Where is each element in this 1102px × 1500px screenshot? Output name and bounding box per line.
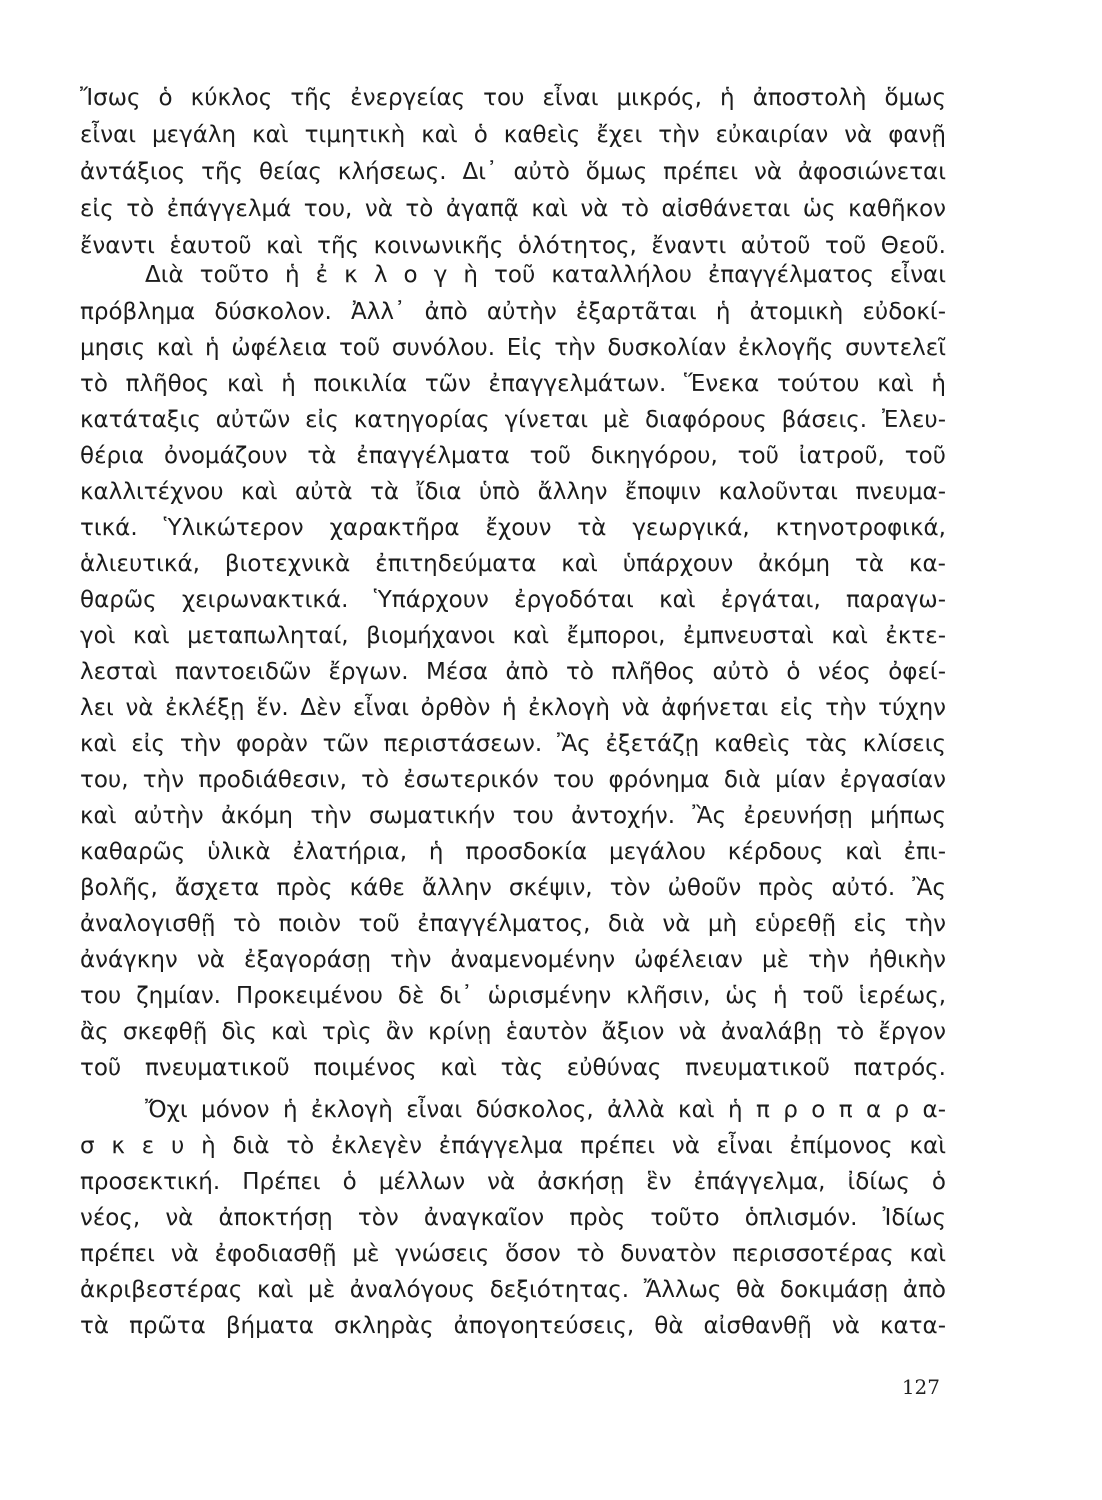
text-line: Διὰ τοῦτο ἡ ἐ κ λ ο γ ὴ τοῦ καταλλήλου ἐπαγγέλματος εἶναι [145,262,946,288]
text-line: Ἴσως ὁ κύκλος τῆς ἐνεργείας του εἶναι μικρός, ἡ ἀποστολὴ ὅμως [80,85,946,111]
text-line: του ζημίαν. Προκειμένου δὲ δι᾽ ὡρισμένην κλῆσιν, ὡς ἡ τοῦ ἱερέως, [80,983,946,1009]
text-line: ἁλιευτικά, βιοτεχνικὰ ἐπιτηδεύματα καὶ ὑπάρχουν ἀκόμη τὰ κα- [80,551,946,577]
text-line: λεσταὶ παντοειδῶν ἔργων. Μέσα ἀπὸ τὸ πλῆθος αὐτὸ ὁ νέος ὀφεί- [80,659,946,685]
text-line: νέος, νὰ ἀποκτήσῃ τὸν ἀναγκαῖον πρὸς τοῦτο ὁπλισμόν. Ἰδίως [80,1205,946,1231]
text-line: ἀναλογισθῇ τὸ ποιὸν τοῦ ἐπαγγέλματος, διὰ νὰ μὴ εὑρεθῇ εἰς τὴν [80,911,946,937]
text-line: καὶ εἰς τὴν φορὰν τῶν περιστάσεων. Ἂς ἐξετάζῃ καθεὶς τὰς κλίσεις [80,731,946,757]
text-line: πρέπει νὰ ἐφοδιασθῇ μὲ γνώσεις ὅσον τὸ δυνατὸν περισσοτέρας καὶ [80,1241,946,1267]
text-line: ἔναντι ἑαυτοῦ καὶ τῆς κοινωνικῆς ὁλότητος, ἔναντι αὐτοῦ τοῦ Θεοῦ. [80,233,946,259]
text-line: ἂς σκεφθῇ δὶς καὶ τρὶς ἂν κρίνῃ ἑαυτὸν ἄξιον νὰ ἀναλάβῃ τὸ ἔργον [80,1019,946,1045]
page-number: 127 [901,1375,940,1399]
text-line: ἀνάγκην νὰ ἐξαγοράσῃ τὴν ἀναμενομένην ὠφέλειαν μὲ τὴν ἠθικὴν [80,947,946,973]
text-line: καλλιτέχνου καὶ αὐτὰ τὰ ἴδια ὑπὸ ἄλλην ἔποψιν καλοῦνται πνευμα- [80,479,946,505]
text-line: γοὶ καὶ μεταπωληταί, βιομήχανοι καὶ ἔμποροι, ἐμπνευσταὶ καὶ ἐκτε- [80,623,946,649]
text-line: κατάταξις αὐτῶν εἰς κατηγορίας γίνεται μὲ διαφόρους βάσεις. Ἐλευ- [80,407,946,433]
text-line: μησις καὶ ἡ ὠφέλεια τοῦ συνόλου. Εἰς τὴν δυσκολίαν ἐκλογῆς συντελεῖ [80,335,946,361]
text-line: θαρῶς χειρωνακτικά. Ὑπάρχουν ἐργοδόται καὶ ἐργάται, παραγω- [80,587,946,613]
text-line: βολῆς, ἄσχετα πρὸς κάθε ἄλλην σκέψιν, τὸν ὠθοῦν πρὸς αὐτό. Ἂς [80,875,946,901]
text-line: Ὄχι μόνον ἡ ἐκλογὴ εἶναι δύσκολος, ἀλλὰ καὶ ἡ π ρ ο π α ρ α- [145,1097,946,1123]
text-line: τικά. Ὑλικώτερον χαρακτῆρα ἔχουν τὰ γεωργικά, κτηνοτροφικά, [80,515,946,541]
text-line: σ κ ε υ ὴ διὰ τὸ ἐκλεγὲν ἐπάγγελμα πρέπει νὰ εἶναι ἐπίμονος καὶ [80,1133,946,1159]
text-line: ἀκριβεστέρας καὶ μὲ ἀναλόγους δεξιότητας. Ἄλλως θὰ δοκιμάσῃ ἀπὸ [80,1277,946,1303]
text-line: ἀντάξιος τῆς θείας κλήσεως. Δι᾽ αὐτὸ ὅμως πρέπει νὰ ἀφοσιώνεται [80,159,946,185]
text-line: λει νὰ ἐκλέξῃ ἕν. Δὲν εἶναι ὀρθὸν ἡ ἐκλογὴ νὰ ἀφήνεται εἰς τὴν τύχην [80,695,946,721]
text-line: του, τὴν προδιάθεσιν, τὸ ἐσωτερικόν του φρόνημα διὰ μίαν ἐργασίαν [80,767,946,793]
text-line: τοῦ πνευματικοῦ ποιμένος καὶ τὰς εὐθύνας πνευματικοῦ πατρός. [80,1055,946,1081]
text-line: εἶναι μεγάλη καὶ τιμητικὴ καὶ ὁ καθεὶς ἔχει τὴν εὐκαιρίαν νὰ φανῇ [80,122,946,148]
text-line: εἰς τὸ ἐπάγγελμά του, νὰ τὸ ἀγαπᾷ καὶ νὰ τὸ αἰσθάνεται ὡς καθῆκον [80,196,946,222]
text-line: προσεκτική. Πρέπει ὁ μέλλων νὰ ἀσκήσῃ ἓν ἐπάγγελμα, ἰδίως ὁ [80,1169,946,1195]
text-line: καὶ αὐτὴν ἀκόμη τὴν σωματικήν του ἀντοχήν. Ἂς ἐρευνήσῃ μήπως [80,803,946,829]
text-line: θέρια ὀνομάζουν τὰ ἐπαγγέλματα τοῦ δικηγόρου, τοῦ ἰατροῦ, τοῦ [80,443,946,469]
text-line: τὰ πρῶτα βήματα σκληρὰς ἀπογοητεύσεις, θὰ αἰσθανθῇ νὰ κατα- [80,1313,946,1339]
text-line: καθαρῶς ὑλικὰ ἐλατήρια, ἡ προσδοκία μεγάλου κέρδους καὶ ἐπι- [80,839,946,865]
text-line: τὸ πλῆθος καὶ ἡ ποικιλία τῶν ἐπαγγελμάτων. Ἕνεκα τούτου καὶ ἡ [80,371,946,397]
text-line: πρόβλημα δύσκολον. Ἀλλ᾽ ἀπὸ αὐτὴν ἐξαρτᾶται ἡ ἀτομικὴ εὐδοκί- [80,299,946,325]
